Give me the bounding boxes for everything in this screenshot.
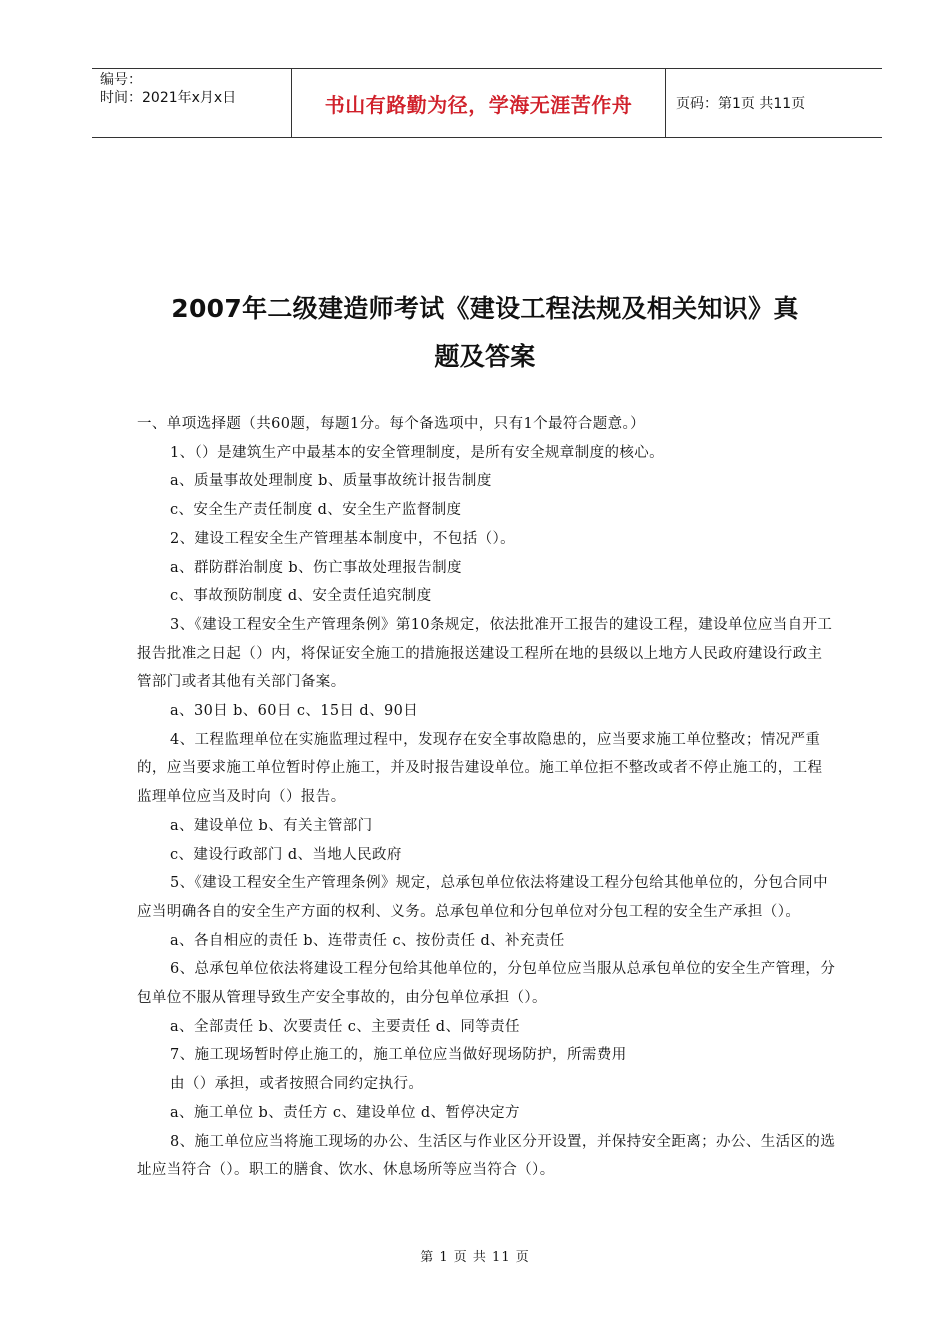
question-3: 3、《建设工程安全生产管理条例》第10条规定，依法批准开工报告的建设工程，建设单位应当自开工报告批准之日起（）内，将保证安全施工的措施报送建设工程所在地的县级以上地方人民政府建设行政主管部门或者其他有关部门备案。 xyxy=(137,616,833,691)
question-2: 2、建设工程安全生产管理基本制度中，不包括（）。 xyxy=(170,530,516,547)
header-meta xyxy=(92,69,292,137)
question-2-options-cd: c、事故预防制度 d、安全责任追究制度 xyxy=(170,588,432,605)
question-1-options-cd: c、安全生产责任制度 d、安全生产监督制度 xyxy=(170,502,462,519)
question-7-line-1: 7、施工现场暂时停止施工的，施工单位应当做好现场防护，所需费用 xyxy=(170,1047,627,1064)
section-heading: 一、单项选择题（共60题，每题1分。每个备选项中，只有1个最符合题意。） xyxy=(137,416,646,432)
document-title xyxy=(130,285,840,381)
page-footer: 第 1 页 共 11 页 xyxy=(420,1250,530,1265)
header-motto-cell xyxy=(292,69,666,137)
question-4-options-ab: a、建设单位 b、有关主管部门 xyxy=(170,817,373,834)
header-motto: 书山有路勤为径，学海无涯苦作舟 xyxy=(324,92,633,117)
question-3-options: a、30日 b、60日 c、15日 d、90日 xyxy=(170,703,419,720)
question-7-line-2: 由（）承担，或者按照合同约定执行。 xyxy=(170,1076,424,1093)
time-label: 时间：2021年x月x日 xyxy=(100,90,237,106)
question-5: 5、《建设工程安全生产管理条例》规定，总承包单位依法将建设工程分包给其他单位的，分包合同中应当明确各自的安全生产方面的权利、义务。总承包单位和分包单位对分包工程的安全生产承担（）。 xyxy=(137,875,828,920)
document-header xyxy=(92,68,882,138)
document-body xyxy=(137,410,837,1185)
question-1: 1、（）是建筑生产中最基本的安全管理制度，是所有安全规章制度的核心。 xyxy=(170,444,665,461)
question-4: 4、工程监理单位在实施监理过程中，发现存在安全事故隐患的，应当要求施工单位整改；情况严重的，应当要求施工单位暂时停止施工，并及时报告建设单位。施工单位拒不整改或者不停止施工的，工程监理单位应当及时向（）报告。 xyxy=(137,731,823,806)
doc-number-label: 编号： xyxy=(100,72,142,88)
question-6-options: a、全部责任 b、次要责任 c、主要责任 d、同等责任 xyxy=(170,1018,520,1035)
question-6: 6、总承包单位依法将建设工程分包给其他单位的，分包单位应当服从总承包单位的安全生产管理，分包单位不服从管理导致生产安全事故的，由分包单位承担（）。 xyxy=(137,961,836,1007)
question-4-options-cd: c、建设行政部门 d、当地人民政府 xyxy=(170,846,402,863)
question-5-options: a、各自相应的责任 b、连带责任 c、按份责任 d、补充责任 xyxy=(170,932,565,949)
question-8: 8、施工单位应当将施工现场的办公、生活区与作业区分开设置，并保持安全距离；办公、生活区的选址应当符合（）。职工的膳食、饮水、休息场所等应当符合（）。 xyxy=(137,1133,836,1179)
question-7-options: a、施工单位 b、责任方 c、建设单位 d、暂停决定方 xyxy=(170,1104,520,1121)
question-2-options-ab: a、群防群治制度 b、伤亡事故处理报告制度 xyxy=(170,559,462,576)
header-page-info: 页码：第1页 共11页 xyxy=(676,96,806,112)
title-line-1: 2007年二级建造师考试《建设工程法规及相关知识》真 xyxy=(171,294,799,323)
title-line-2: 题及答案 xyxy=(434,342,536,371)
question-1-options-ab: a、质量事故处理制度 b、质量事故统计报告制度 xyxy=(170,473,492,490)
